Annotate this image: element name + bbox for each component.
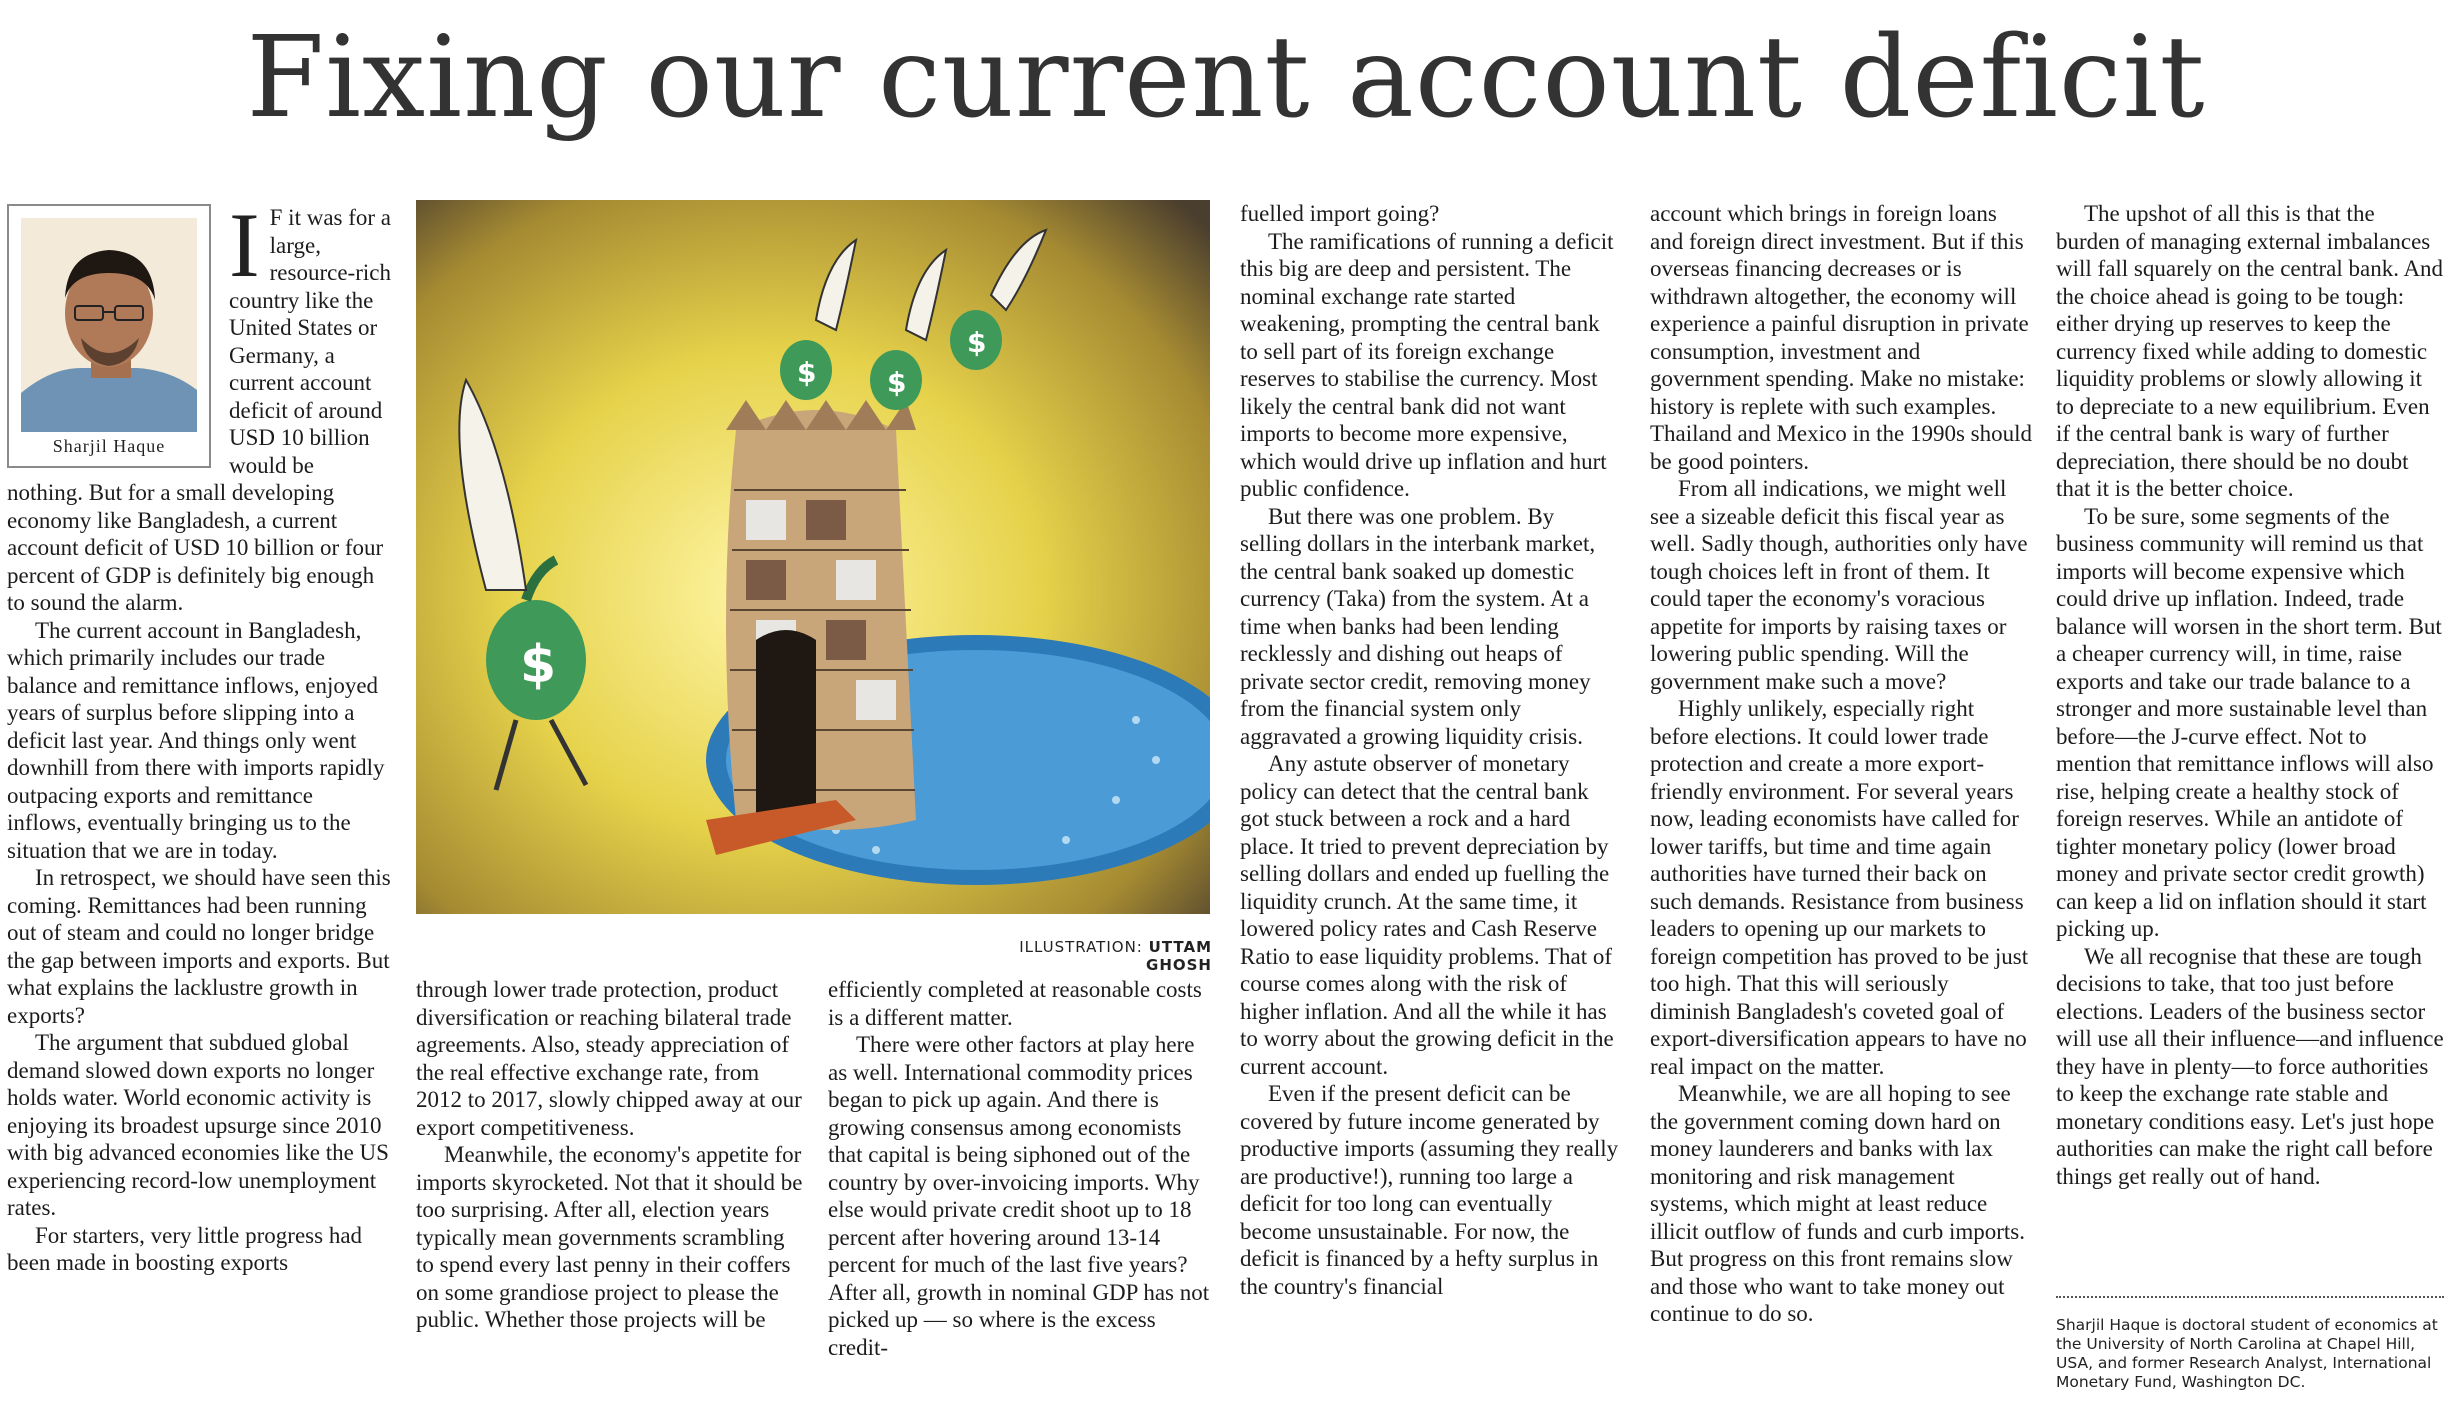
- paragraph: The ramifications of running a deficit this big are deep and persistent. The nominal exchange rate started weakening, prompting the central bank to sell part of its foreign exchange reserves to stabilise the currency. Most likely the central bank did not want imports to become more expensive, which would drive up inflation and hurt public confidence.: [1240, 228, 1614, 501]
- illustration-credit-name: UTTAM GHOSH: [1146, 938, 1212, 974]
- paragraph: The upshot of all this is that the burden of managing external imbalances will fall squarely on the central bank. And the choice ahead is going to be tough: either drying up reserves to keep the currency fixed while adding to domestic liquidity problems or slowly allowing it to depreciate to a new equilibrium. Even if the central bank is wary of further depreciation, there should be no doubt that it is the better choice.: [2056, 201, 2444, 501]
- paragraph: For starters, very little progress had been made in boosting exports: [7, 1222, 363, 1275]
- paragraph: efficiently completed at reasonable costs is a different matter.: [828, 977, 1202, 1030]
- drop-cap: I: [229, 194, 260, 296]
- svg-text:$: $: [967, 326, 987, 359]
- paragraph: We all recognise that these are tough decisions to take, that too just before elections. Leaders of the business sector will use all their influence—and influence they have in plenty—to force authorities to keep the exchange rate stable and monetary conditions easy. Let's just hope authorities can make the right call before things get really out of hand.: [2056, 943, 2444, 1189]
- paragraph: I F it was for a large, resource-rich country like the United States or Germany, a current account deficit of around USD 10 billion would be nothing. But for a small developing economy like Bangladesh, a current account deficit of USD 10 billion or four percent of GDP is definitely big enough to sound the alarm.: [7, 194, 392, 615]
- illustration-credit-label: ILLUSTRATION:: [1019, 938, 1143, 956]
- paragraph: fuelled import going?: [1240, 201, 1440, 226]
- paragraph: Meanwhile, the economy's appetite for imports skyrocketed. Not that it should be too surprising. After all, election years typically mean governments scrambling to spend every last penny in their coffers on some grandiose project to please the public. Whether those projects will be: [416, 1142, 803, 1332]
- svg-text:$: $: [887, 366, 907, 399]
- paragraph: account which brings in foreign loans and foreign direct investment. But if this overseas financing decreases or is withdrawn altogether, the economy will experience a painful disruption in private consumption, investment and government spending. Make no mistake: history is replete with such examples. Thailand and Mexico in the 1990s should be good pointers.: [1650, 201, 2032, 474]
- illustration-credit: [952, 938, 1212, 974]
- article-column-6: [2056, 200, 2444, 1190]
- author-bio: Sharjil Haque is doctoral student of economics at the University of North Carolina at Chapel Hill, USA, and former Research Analyst, International Monetary Fund, Washington DC.: [2056, 1316, 2438, 1391]
- illustration: [416, 200, 1210, 914]
- paragraph: The argument that subdued global demand slowed down exports no longer holds water. World economic activity is enjoying its broadest upsurge since 2010 with big advanced economies like the US experiencing record-low unemployment rates.: [7, 1030, 389, 1220]
- bio-separator: [2056, 1296, 2444, 1298]
- article-column-4: [1240, 200, 1620, 1300]
- article-column-5: [1650, 200, 2034, 1328]
- paragraph: Even if the present deficit can be covered by future income generated by productive imports (assuming they really are productive!), running too large a deficit for too long can eventually become unsustainable. For now, the deficit is financed by a hefty surplus in the country's financial: [1240, 1081, 1619, 1299]
- article-column-1-text: [7, 194, 392, 1277]
- article-column-2: [416, 976, 806, 1334]
- paragraph: Any astute observer of monetary policy can detect that the central bank got stuck between a rock and a hard place. It tried to prevent depreciation by selling dollars and ended up fuelling the liquidity crunch. At the same time, it lowered policy rates and Cash Reserve Ratio to ease liquidity problems. That of course comes along with the risk of higher inflation. And all the while it has to worry about the growing deficit in the current account.: [1240, 751, 1614, 1079]
- paragraph: through lower trade protection, product diversification or reaching bilateral trade agreements. Also, steady appreciation of the real effective exchange rate, from 2012 to 2017, slowly chipped away at our export competitiveness.: [416, 977, 802, 1140]
- svg-text:$: $: [520, 635, 557, 695]
- paragraph: There were other factors at play here as well. International commodity prices began to pick up again. And there is growing consensus among economists that capital is being siphoned out of the country by over-invoicing imports. Why else would private credit shoot up to 18 percent after hovering around 13-14 percent for much of the last five years? After all, growth in nominal GDP has not picked up — so where is the excess credit-: [828, 1032, 1210, 1360]
- paragraph: Meanwhile, we are all hoping to see the government coming down hard on money launderers and banks with lax monitoring and risk management systems, which might at least reduce illicit outflow of funds and curb imports. But progress on this front remains slow and those who want to take money out continue to do so.: [1650, 1081, 2025, 1326]
- headline: Fixing our current account deficit: [246, 13, 2206, 143]
- paragraph: To be sure, some segments of the business community will remind us that imports will become expensive which could drive up inflation. Indeed, trade balance will worsen in the short term. But a cheaper currency will, in time, raise exports and take our trade balance to a stronger and more sustainable level than before—the J-curve effect. Not to mention that remittance inflows will also rise, helping create a healthy stock of foreign reserves. While an antidote of tighter monetary policy (lower broad money and private sector credit growth) can keep a lid on inflation should it start picking up.: [2056, 503, 2442, 941]
- article-column-3: [828, 976, 1210, 1361]
- paragraph: From all indications, we might well see a sizeable deficit this fiscal year as well. Sadly though, authorities only have tough choices left in front of them. It could taper the economy's voracious appetite for imports by raising taxes or lowering public spending. Will the government make such a move?: [1650, 476, 2028, 694]
- svg-text:$: $: [797, 356, 817, 389]
- paragraph: The current account in Bangladesh, which primarily includes our trade balance and remittance inflows, enjoyed years of surplus before slipping into a deficit last year. And things only went downhill from there with imports rapidly outpacing exports and remittance inflows, eventually bringing us to the situation that we are in today.: [7, 617, 385, 863]
- paragraph: In retrospect, we should have seen this coming. Remittances had been running out of steam and could no longer bridge the gap between imports and exports. But what explains the lacklustre growth in exports?: [7, 865, 391, 1028]
- paragraph: But there was one problem. By selling dollars in the interbank market, the central bank soaked up domestic currency (Taka) from the system. At a time when banks had been lending recklessly and dishing out heaps of private sector credit, removing money from the financial system only aggravated a growing liquidity crisis.: [1240, 503, 1596, 749]
- author-name: Sharjil Haque: [52, 436, 166, 456]
- paragraph: Highly unlikely, especially right before elections. It could lower trade protection and create a more export-friendly environment. For several years now, leading economists have called for lower tariffs, but time and time again authorities have turned their back on such demands. Resistance from business leaders to opening up our markets to foreign competition has proved to be just too high. That this will seriously diminish Bangladesh's coveted goal of export-diversification appears to have no real impact on the matter.: [1650, 696, 2029, 1079]
